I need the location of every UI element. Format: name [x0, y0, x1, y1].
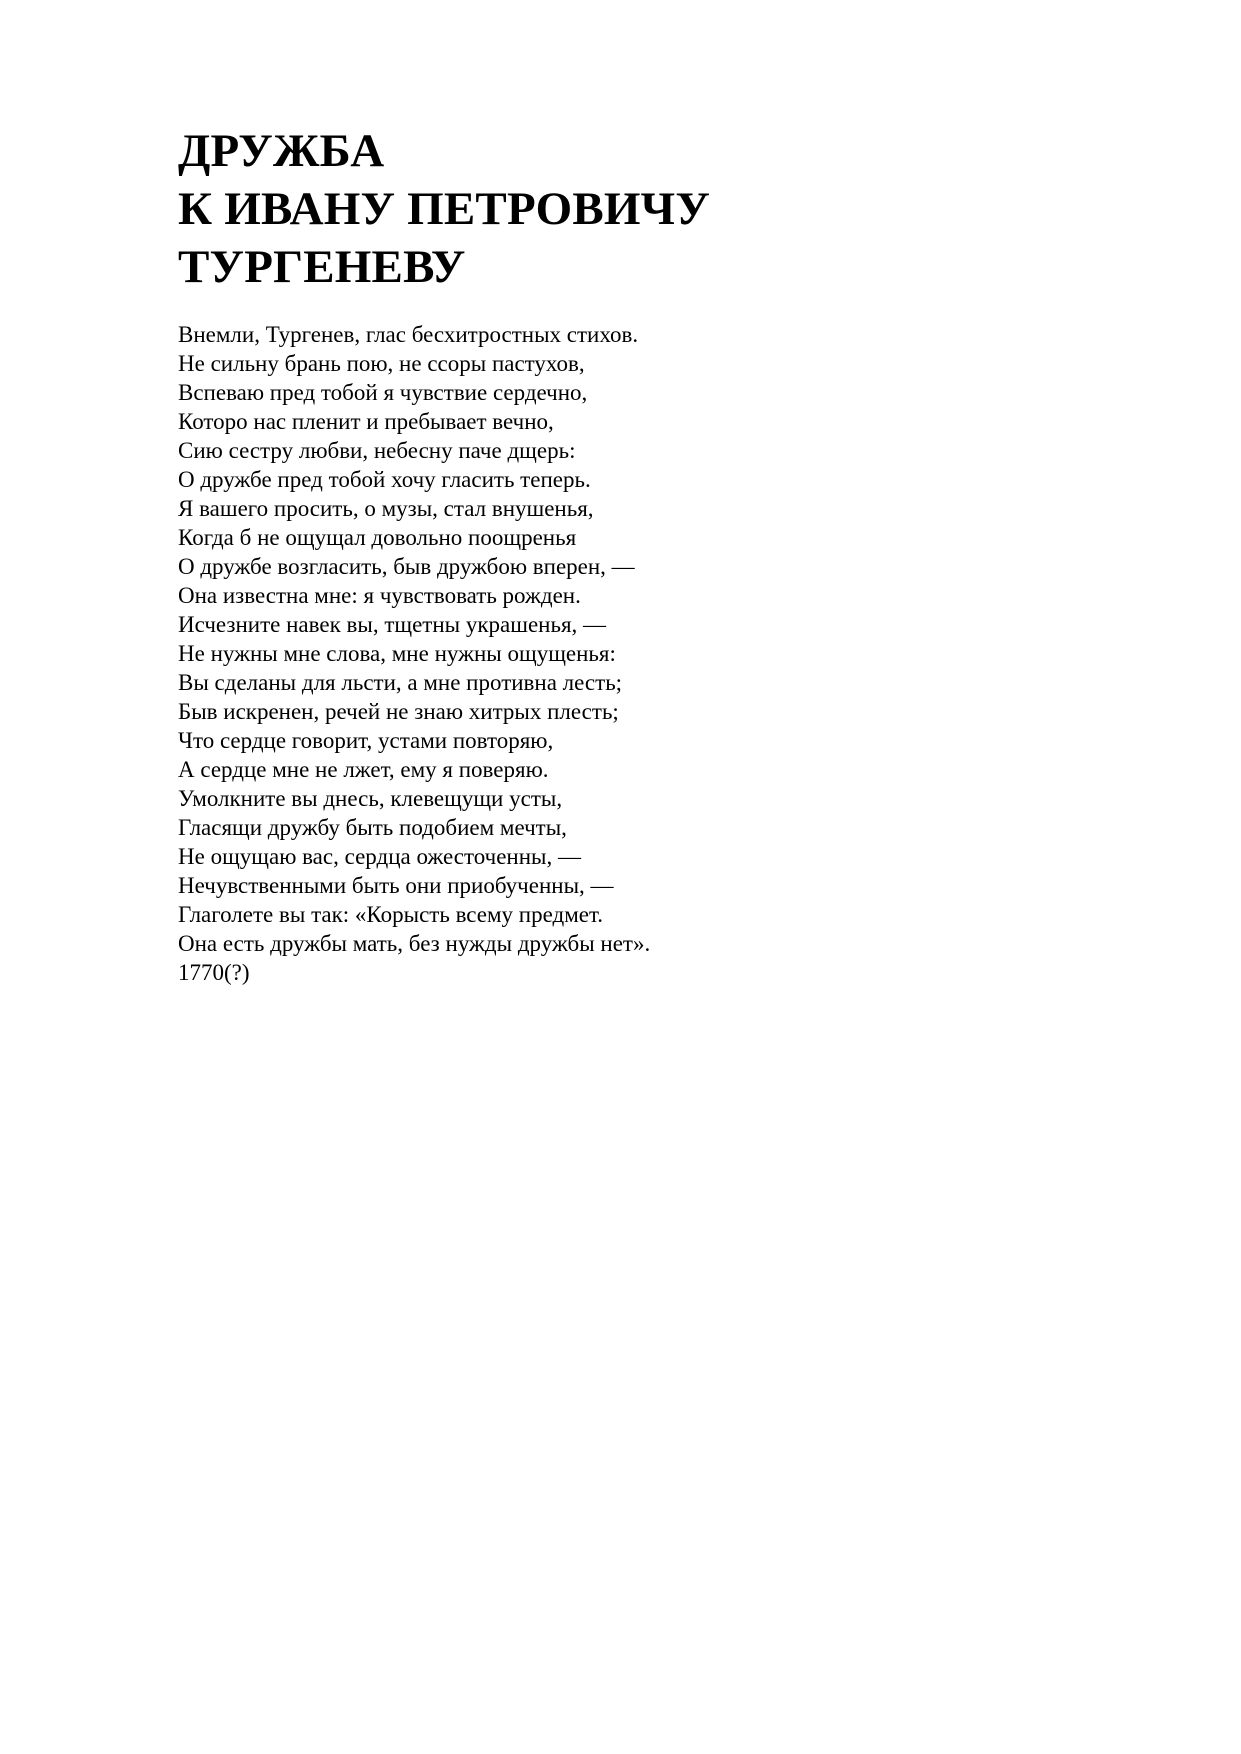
poem-line: Умолкните вы днесь, клевещущи усты, — [178, 786, 563, 811]
poem-line: Она известна мне: я чувствовать рожден. — [178, 583, 581, 608]
poem-line: Вспеваю пред тобой я чувствие сердечно, — [178, 380, 588, 405]
poem-title — [178, 122, 1078, 296]
poem-line: Быв искренен, речей не знаю хитрых плесть; — [178, 699, 619, 724]
poem-line: Не сильну брань пою, не ссоры пастухов, — [178, 351, 585, 376]
poem-date: 1770(?) — [178, 960, 250, 985]
title-line: ДРУЖБА — [178, 125, 385, 177]
poem-line: Я вашего просить, о музы, стал внушенья, — [178, 496, 594, 521]
poem-line: Глаголете вы так: «Корысть всему предмет. — [178, 902, 604, 927]
poem-line: Вы сделаны для льсти, а мне противна лесть; — [178, 670, 623, 695]
poem-line: Которо нас пленит и пребывает вечно, — [178, 409, 554, 434]
poem-line: Исчезните навек вы, тщетны украшенья, — — [178, 612, 607, 637]
poem-line: Нечувственными быть они приобученны, — — [178, 873, 614, 898]
poem-line: Не ощущаю вас, сердца ожесточенны, — — [178, 844, 581, 869]
poem-line: Когда б не ощущал довольно поощренья — [178, 525, 577, 550]
poem-line: Внемли, Тургенев, глас бесхитростных стихов. — [178, 322, 639, 347]
poem-line: А сердце мне не лжет, ему я поверяю. — [178, 757, 549, 782]
poem-line: Она есть дружбы мать, без нужды дружбы нет». — [178, 931, 651, 956]
poem-line: Не нужны мне слова, мне нужны ощущенья: — [178, 641, 616, 666]
title-line: ТУРГЕНЕВУ — [178, 241, 466, 293]
poem-line: О дружбе пред тобой хочу гласить теперь. — [178, 467, 591, 492]
poem-line: Гласящи дружбу быть подобием мечты, — [178, 815, 567, 840]
poem-line: Что сердце говорит, устами повторяю, — [178, 728, 554, 753]
poem-line: О дружбе возгласить, быв дружбою вперен, — — [178, 554, 635, 579]
title-line: К ИВАНУ ПЕТРОВИЧУ — [178, 183, 711, 235]
poem-line: Сию сестру любви, небесну паче дщерь: — [178, 438, 576, 463]
poem-body — [178, 320, 1078, 987]
